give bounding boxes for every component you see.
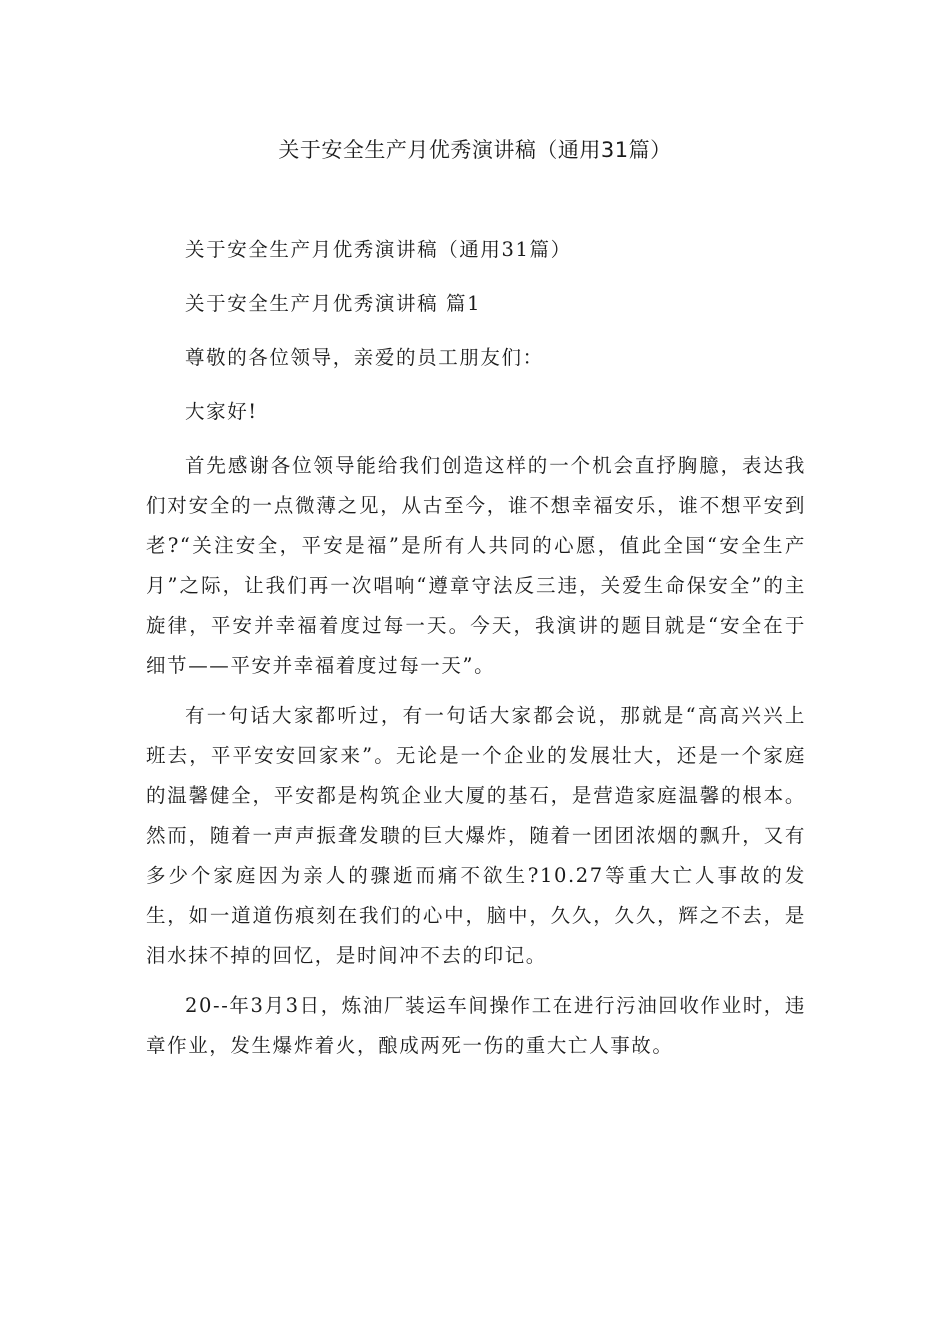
paragraph-body-1: 首先感谢各位领导能给我们创造这样的一个机会直抒胸臆，表达我们对安全的一点微薄之见，从古至今，谁不想幸福安乐，谁不想平安到老?“关注安全，平安是福”是所有人共同的心愿，值此全国“安全生产月”之际，让我们再一次唱响“遵章守法反三违，关爱生命保安全”的主旋律，平安并幸福着度过每一天。今天，我演讲的题目就是“安全在于细节——平安并幸福着度过每一天”。: [146, 454, 806, 677]
document-body: [146, 230, 806, 1076]
paragraph-greeting: 大家好!: [185, 400, 258, 423]
paragraph-subtitle: 关于安全生产月优秀演讲稿（通用31篇）: [185, 238, 572, 261]
paragraph-body-3: 20--年3月3日，炼油厂装运车间操作工在进行污油回收作业时，违章作业，发生爆炸着火，酿成两死一伤的重大亡人事故。: [146, 994, 807, 1057]
paragraph-salutation: 尊敬的各位领导，亲爱的员工朋友们：: [185, 346, 544, 369]
paragraph-body-2: 有一句话大家都听过，有一句话大家都会说，那就是“高高兴兴上班去，平平安安回家来”。无论是一个企业的发展壮大，还是一个家庭的温馨健全，平安都是构筑企业大厦的基石，是营造家庭温馨的根本。然而，随着一声声振聋发聩的巨大爆炸，随着一团团浓烟的飘升，又有多少个家庭因为亲人的骤逝而痛不欲生?10.27等重大亡人事故的发生，如一道道伤痕刻在我们的心中，脑中，久久，久久，辉之不去，是泪水抹不掉的回忆，是时间冲不去的印记。: [146, 704, 806, 967]
document-title: 关于安全生产月优秀演讲稿（通用31篇）: [278, 138, 672, 162]
paragraph-section-heading: 关于安全生产月优秀演讲稿 篇1: [185, 292, 482, 315]
